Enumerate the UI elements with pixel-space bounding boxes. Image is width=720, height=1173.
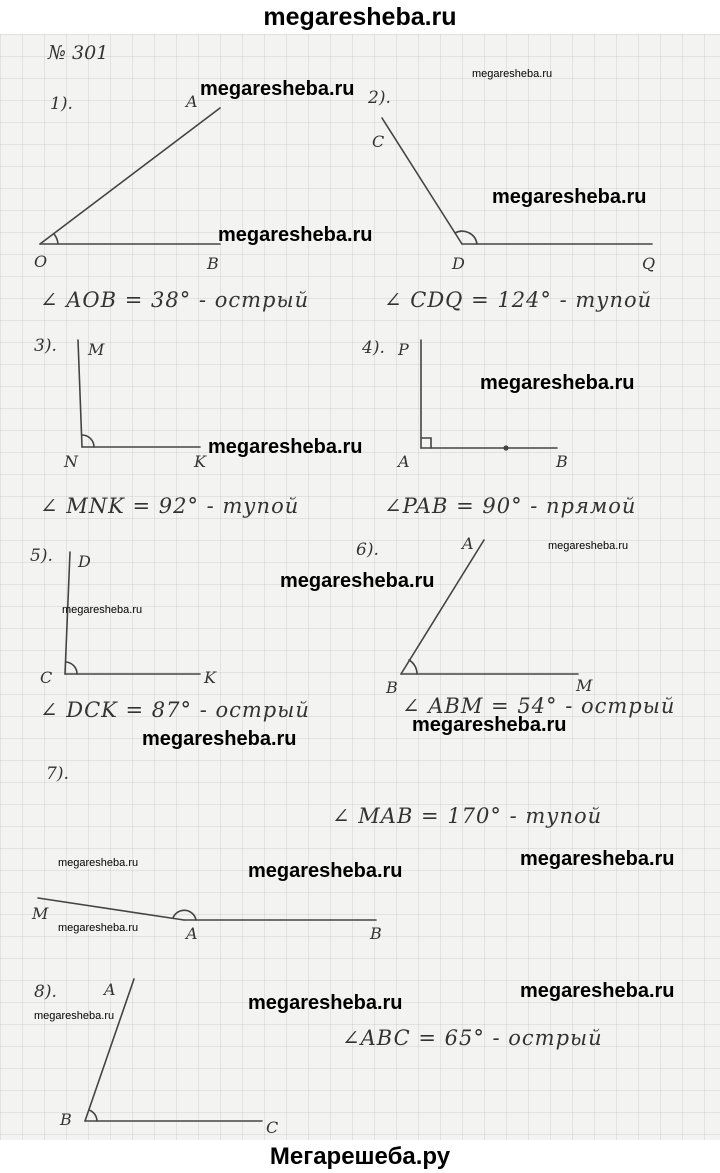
- angle8-ray-a: [85, 979, 134, 1121]
- watermark: megaresheba.ru: [62, 604, 143, 616]
- part8-equation: ∠ABC = 65° - острый: [342, 1026, 603, 1050]
- part4-point-b: B: [556, 452, 568, 471]
- notebook-sheet: [0, 34, 720, 1140]
- part8-number: 8).: [34, 982, 57, 1002]
- angle3-ray-m: [78, 340, 82, 447]
- part3-equation: ∠ MNK = 92° - тупой: [40, 494, 300, 518]
- watermark: megaresheba.ru: [208, 436, 363, 458]
- watermark: megaresheba.ru: [520, 848, 675, 870]
- part2-point-c: C: [372, 132, 385, 151]
- part3-point-k: K: [194, 452, 206, 471]
- watermark: megaresheba.ru: [472, 68, 553, 80]
- part7-vertex: A: [186, 924, 198, 943]
- watermark: megaresheba.ru: [218, 224, 373, 246]
- angle8-arc: [89, 1110, 97, 1121]
- part2-number: 2).: [368, 88, 391, 108]
- part6-point-m: M: [576, 676, 593, 695]
- watermark: megaresheba.ru: [58, 922, 139, 934]
- angle1-arc: [54, 234, 58, 244]
- part2-equation: ∠ CDQ = 124° - тупой: [384, 288, 653, 312]
- watermark: megaresheba.ru: [520, 980, 675, 1002]
- part1-point-a: A: [186, 92, 198, 111]
- part1-equation: ∠ AOB = 38° - острый: [40, 288, 310, 312]
- part3-point-m: M: [88, 340, 105, 359]
- part6-number: 6).: [356, 540, 379, 560]
- watermark: megaresheba.ru: [248, 992, 403, 1014]
- angle2-ray-c: [382, 118, 462, 244]
- part4-vertex: A: [398, 452, 410, 471]
- angle4-dot: [504, 446, 508, 450]
- part5-vertex: C: [40, 668, 53, 687]
- part5-point-d: D: [78, 552, 91, 571]
- part4-number: 4).: [362, 338, 385, 358]
- watermark: megaresheba.ru: [412, 714, 567, 736]
- angle1-ray-a: [40, 108, 220, 244]
- part2-vertex: D: [452, 254, 465, 273]
- angle4-right-mark: [421, 438, 431, 448]
- part5-equation: ∠ DCK = 87° - острый: [40, 698, 310, 722]
- part2-point-q: Q: [642, 254, 656, 273]
- part8-vertex: B: [60, 1110, 72, 1129]
- watermark: megaresheba.ru: [34, 1010, 115, 1022]
- part8-point-a: A: [104, 980, 116, 999]
- part1-vertex: O: [34, 252, 48, 271]
- part1-number: 1).: [50, 94, 73, 114]
- angle5-arc: [66, 662, 77, 674]
- header-site-title: megaresheba.ru: [0, 0, 720, 34]
- part7-equation: ∠ MAB = 170° - тупой: [332, 804, 603, 828]
- watermark: megaresheba.ru: [548, 540, 629, 552]
- angle6-ray-a: [401, 540, 484, 674]
- part3-vertex: N: [64, 452, 78, 471]
- part4-point-p: P: [398, 340, 409, 359]
- part8-point-c: C: [266, 1118, 279, 1137]
- part7-number: 7).: [46, 764, 69, 784]
- part6-point-a: A: [462, 534, 474, 553]
- watermark: megaresheba.ru: [200, 78, 355, 100]
- watermark: megaresheba.ru: [142, 728, 297, 750]
- part7-point-b: B: [370, 924, 382, 943]
- angle3-arc: [82, 435, 94, 447]
- angle7-ray-m: [38, 898, 184, 920]
- watermark: megaresheba.ru: [248, 860, 403, 882]
- angle6-arc: [409, 660, 417, 674]
- part7-point-m: M: [32, 904, 49, 923]
- part6-equation: ∠ ABM = 54° - острый: [402, 694, 676, 718]
- watermark: megaresheba.ru: [492, 186, 647, 208]
- part6-vertex: B: [386, 678, 398, 697]
- part5-point-k: K: [204, 668, 216, 687]
- part1-point-b: B: [207, 254, 219, 273]
- part4-equation: ∠PAB = 90° - прямой: [384, 494, 637, 518]
- watermark: megaresheba.ru: [280, 570, 435, 592]
- watermark: megaresheba.ru: [58, 857, 139, 869]
- problem-number: № 301: [48, 42, 109, 64]
- part5-number: 5).: [30, 546, 53, 566]
- footer-site-title: Мегарешеба.ру: [0, 1140, 720, 1173]
- watermark: megaresheba.ru: [480, 372, 635, 394]
- part3-number: 3).: [34, 336, 57, 356]
